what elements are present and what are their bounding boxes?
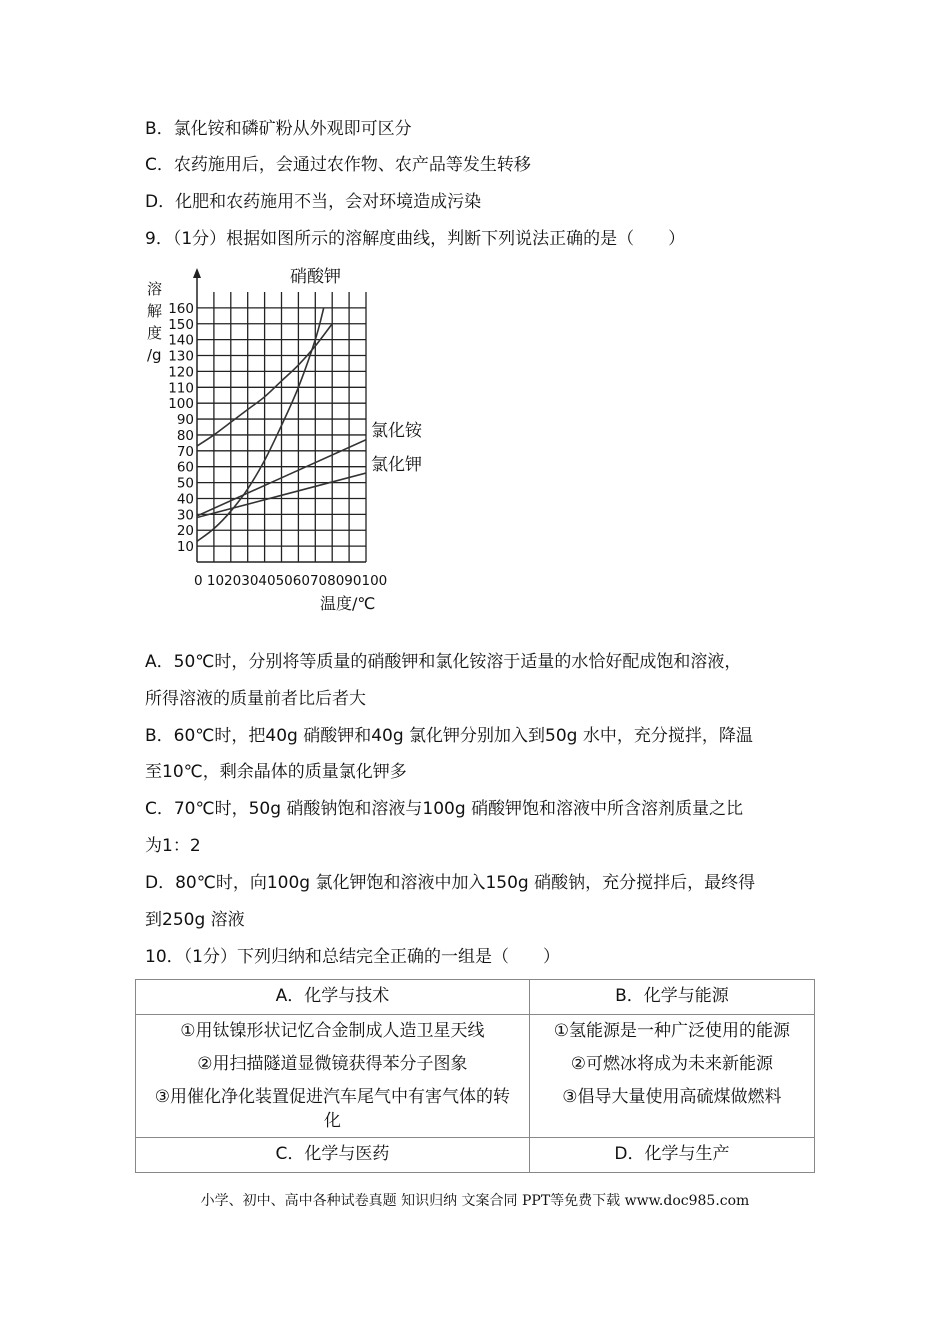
option-a-item: ①用钛镍形状记忆合金制成人造卫星天线 (180, 1021, 485, 1041)
y-axis-label: /g (147, 346, 162, 364)
y-tick-label: 20 (176, 523, 194, 540)
q9-option-c-line1: C．70℃时，50g 硝酸钠饱和溶液与100g 硝酸钾饱和溶液中所含溶剂质量之比 (145, 799, 744, 819)
y-tick-label: 90 (176, 412, 194, 429)
option-a-item: ②用扫描隧道显微镜获得苯分子图象 (197, 1054, 468, 1074)
y-axis-label: 度 (147, 324, 163, 342)
x-axis-label: 温度/℃ (320, 594, 376, 613)
q9-option-b-line1: B．60℃时，把40g 硝酸钾和40g 氯化钾分别加入到50g 水中，充分搅拌，降温 (145, 726, 753, 746)
series-line (197, 308, 324, 541)
option-b-items (529, 1015, 814, 1138)
y-axis-label: 解 (147, 302, 163, 320)
q8-option-d: D．化肥和农药施用不当，会对环境造成污染 (145, 192, 482, 212)
q10-options-table (135, 979, 815, 1173)
option-d-header: D．化学与生产 (529, 1138, 814, 1173)
y-tick-label: 160 (168, 300, 194, 317)
option-a-item: ③用催化净化装置促进汽车尾气中有害气体的转化 (154, 1087, 511, 1131)
option-c-header: C．化学与医药 (136, 1138, 530, 1173)
y-axis-label: 溶 (147, 280, 163, 298)
option-b-header: B．化学与能源 (529, 980, 814, 1015)
option-b-item: ③倡导大量使用高硫煤做燃料 (562, 1087, 782, 1107)
x-tick-labels: 0 102030405060708090100 (194, 573, 388, 589)
option-b-item: ②可燃冰将成为未来新能源 (570, 1054, 774, 1074)
q9-option-b-line2: 至10℃，剩余晶体的质量氯化钾多 (145, 762, 407, 782)
curve-label-potassium-nitrate: 硝酸钾 (290, 267, 341, 287)
y-tick-label: 80 (176, 427, 194, 444)
q8-option-c: C．农药施用后，会通过农作物、农产品等发生转移 (145, 155, 531, 175)
q10-stem: 10．（1分）下列归纳和总结完全正确的一组是（ ） (145, 947, 560, 967)
curve-label-ammonium-chloride: 氯化铵 (371, 421, 422, 441)
y-tick-label: 130 (168, 348, 194, 365)
y-tick-label: 50 (176, 475, 194, 492)
y-tick-label: 10 (176, 539, 194, 556)
option-a-items (136, 1015, 530, 1138)
y-tick-label: 30 (176, 507, 194, 524)
y-tick-label: 140 (168, 332, 194, 349)
y-tick-label: 110 (168, 380, 194, 397)
q9-option-d-line1: D．80℃时，向100g 氯化钾饱和溶液中加入150g 硝酸钠，充分搅拌后，最终得 (145, 873, 756, 893)
y-tick-label: 120 (168, 364, 194, 381)
q8-option-b: B．氯化铵和磷矿粉从外观即可区分 (145, 119, 412, 139)
y-tick-label: 40 (176, 491, 194, 508)
q9-option-d-line2: 到250g 溶液 (145, 910, 245, 930)
y-tick-label: 100 (168, 396, 194, 413)
curve-label-potassium-chloride: 氯化钾 (371, 455, 422, 475)
y-axis-arrow-icon (193, 268, 201, 278)
page-footer: 小学、初中、高中各种试卷真题 知识归纳 文案合同 PPT等免费下载 www.doc985.com (200, 1193, 750, 1209)
q9-option-a-line1: A．50℃时，分别将等质量的硝酸钾和氯化铵溶于适量的水恰好配成饱和溶液， (145, 652, 742, 672)
q9-stem: 9．（1分）根据如图所示的溶解度曲线，判断下列说法正确的是（ ） (145, 229, 686, 249)
y-tick-label: 60 (176, 459, 194, 476)
option-b-item: ①氢能源是一种广泛使用的能源 (553, 1021, 791, 1041)
q9-option-a-line2: 所得溶液的质量前者比后者大 (145, 689, 366, 709)
option-a-header: A．化学与技术 (136, 980, 530, 1015)
q9-option-c-line2: 为1：2 (145, 836, 201, 856)
y-tick-label: 70 (176, 443, 194, 460)
y-tick-label: 150 (168, 316, 194, 333)
solubility-chart (140, 262, 440, 622)
solubility-chart-svg (140, 262, 440, 622)
